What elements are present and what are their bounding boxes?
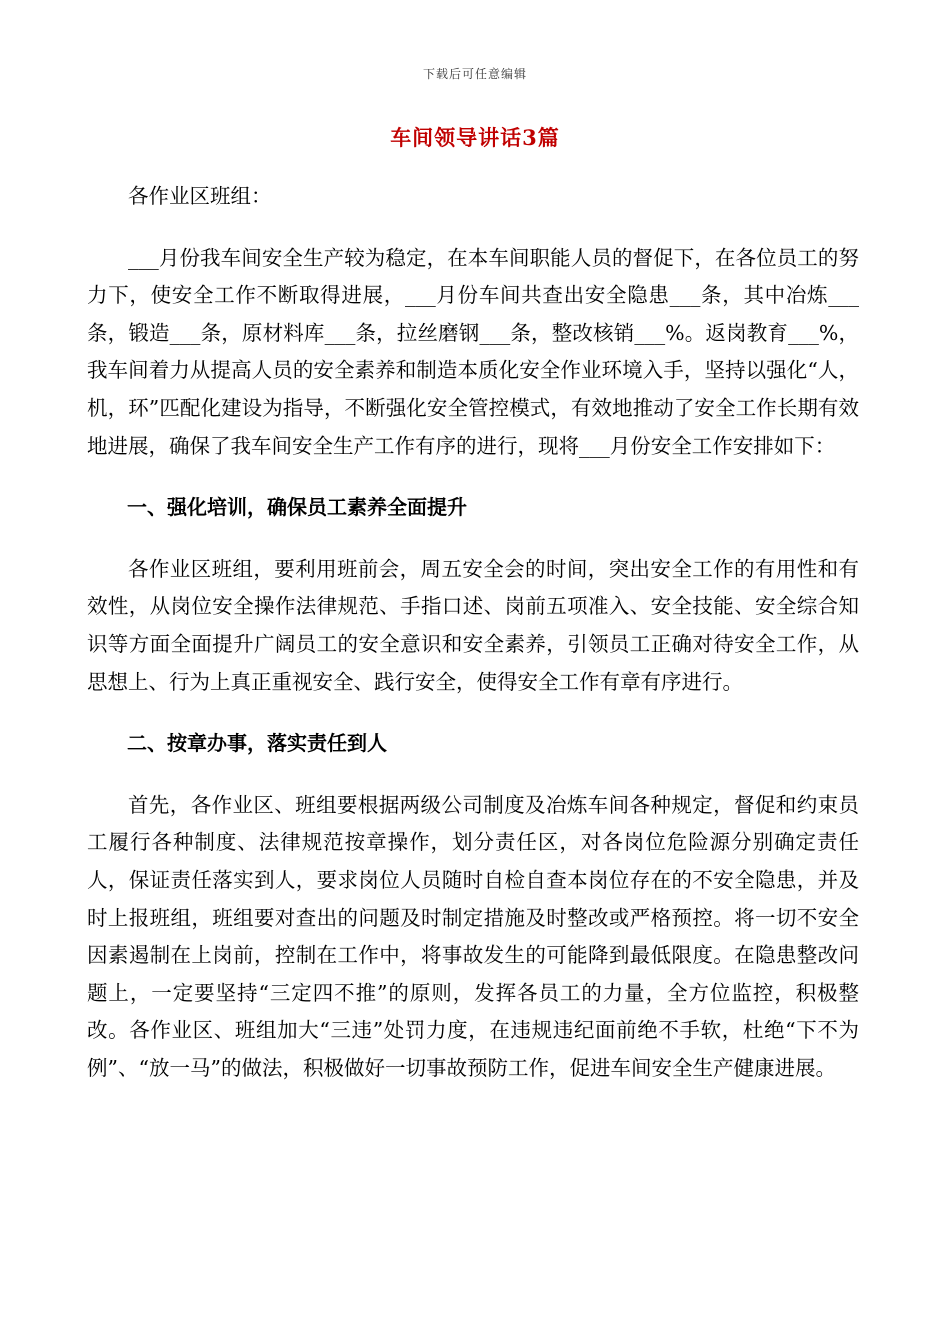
intro-paragraph: ___月份我车间安全生产较为稳定，在本车间职能人员的督促下，在各位员工的努力下，使安全工作不断取得进展，___月份车间共查出安全隐患___条，其中冶炼___条，锻造___条，原材料库___条，拉丝磨钢___条，整改核销___%。返岗教育___%，我车间着力从提高人员的安全素养和制造本质化安全作业环境入手，坚持以强化“人，机，环”匹配化建设为指导，不断强化安全管控模式，有效地推动了安全工作长期有效地进展，确保了我车间安全生产工作有序的进行，现将___月份安全工作安排如下： bbox=[87, 245, 859, 458]
document-body bbox=[87, 178, 859, 1087]
section-1-heading: 一、强化培训，确保员工素养全面提升 bbox=[127, 495, 467, 520]
section-2-heading: 二、按章办事，落实责任到人 bbox=[127, 731, 387, 756]
document-title: 车间领导讲话3篇 bbox=[390, 125, 560, 150]
section-1-body: 各作业区班组，要利用班前会，周五安全会的时间，突出安全工作的有用性和有效性，从岗位安全操作法律规范、手指口述、岗前五项准入、安全技能、安全综合知识等方面全面提升广阔员工的安全意识和安全素养，引领员工正确对待安全工作，从思想上、行为上真正重视安全、践行安全，使得安全工作有章有序进行。 bbox=[87, 556, 859, 694]
salutation: 各作业区班组： bbox=[128, 184, 272, 208]
section-2-body: 首先，各作业区、班组要根据两级公司制度及冶炼车间各种规定，督促和约束员工履行各种制度、法律规范按章操作，划分责任区，对各岗位危险源分别确定责任人，保证责任落实到人，要求岗位人员随时自检自查本岗位存在的不安全隐患，并及时上报班组，班组要对查出的问题及时制定措施及时整改或严格预控。将一切不安全因素遏制在上岗前，控制在工作中，将事故发生的可能降到最低限度。在隐患整改问题上，一定要坚持“三定四不推”的原则，发挥各员工的力量，全方位监控，积极整改。各作业区、班组加大“三违”处罚力度，在违规违纪面前绝不手软，杜绝“下不为例”、“放一马”的做法，积极做好一切事故预防工作，促进车间安全生产健康进展。 bbox=[87, 792, 859, 1080]
header-note: 下载后可任意编辑 bbox=[422, 67, 527, 81]
